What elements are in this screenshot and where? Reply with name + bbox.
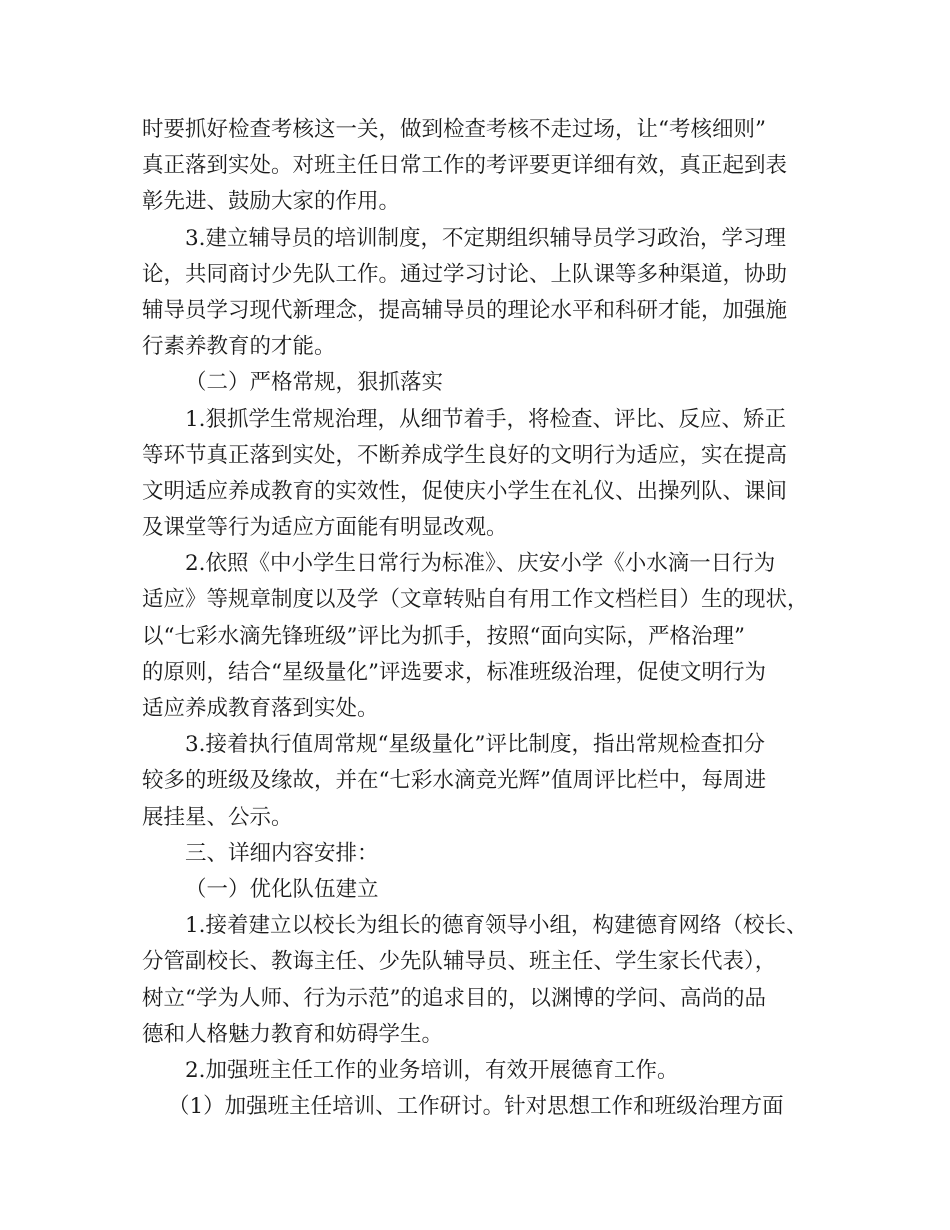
text-line: （1）加强班主任培训、工作研讨。针对思想工作和班级治理方面 (168, 1094, 784, 1120)
text-line: 论，共同商讨少先队工作。通过学习讨论、上队课等多种渠道，协助 (142, 261, 788, 287)
text-line: 1.狠抓学生常规治理，从细节着手，将检查、评比、反应、矫正 (185, 406, 787, 432)
text-line: 的原则，结合“星级量化”评选要求，标准班级治理，促使文明行为 (142, 659, 766, 685)
text-line: 树立“学为人师、行为示范”的追求目的，以渊博的学问、高尚的品 (142, 985, 766, 1011)
text-line: 德和人格魅力教育和妨碍学生。 (142, 1021, 444, 1047)
text-line: 等环节真正落到实处，不断养成学生良好的文明行为适应，实在提高 (142, 442, 788, 468)
text-line: 3.建立辅导员的培训制度，不定期组织辅导员学习政治，学习理 (185, 225, 787, 251)
section-heading: （一）优化队伍建立 (185, 876, 379, 902)
section-heading: 三、详细内容安排： (185, 840, 379, 866)
text-line: 分管副校长、教诲主任、少先队辅导员、班主任、学生家长代表）， (142, 949, 777, 975)
text-line: 2.加强班主任工作的业务培训，有效开展德育工作。 (185, 1057, 679, 1083)
text-line: 适应》等规章制度以及学（文章转贴自有用工作文档栏目）生的现状， (142, 587, 809, 613)
section-heading: （二）严格常规，狠抓落实 (185, 370, 444, 396)
text-line: 2.依照《中小学生日常行为标准》、庆安小学《小水滴一日行为 (185, 551, 776, 577)
text-line: 展挂星、公示。 (142, 804, 293, 830)
document-body (142, 112, 822, 1125)
text-line: 适应养成教育落到实处。 (142, 696, 379, 721)
text-line: 时要抓好检查考核这一关，做到检查考核不走过场，让“考核细则” (142, 117, 766, 142)
text-line: 彰先进、鼓励大家的作用。 (142, 189, 401, 215)
text-line: 以“七彩水滴先锋班级”评比为抓手，按照“面向实际，严格治理” (142, 623, 745, 649)
text-line: 及课堂等行为适应方面能有明显改观。 (142, 515, 508, 541)
text-line: 1.接着建立以校长为组长的德育领导小组，构建德育网络（校长、 (185, 913, 808, 939)
text-line: 辅导员学习现代新理念，提高辅导员的理论水平和科研才能，加强施 (142, 297, 788, 323)
text-line: 真正落到实处。对班主任日常工作的考评要更详细有效，真正起到表 (142, 153, 788, 179)
text-line: 3.接着执行值周常规“星级量化”评比制度，指出常规检查扣分 (185, 732, 765, 758)
text-line: 行素养教育的才能。 (142, 334, 336, 360)
text-line: 文明适应养成教育的实效性，促使庆小学生在礼仪、出操列队、课间 (142, 478, 788, 504)
text-line: 较多的班级及缘故，并在“七彩水滴竞光辉”值周评比栏中，每周进 (142, 768, 766, 794)
